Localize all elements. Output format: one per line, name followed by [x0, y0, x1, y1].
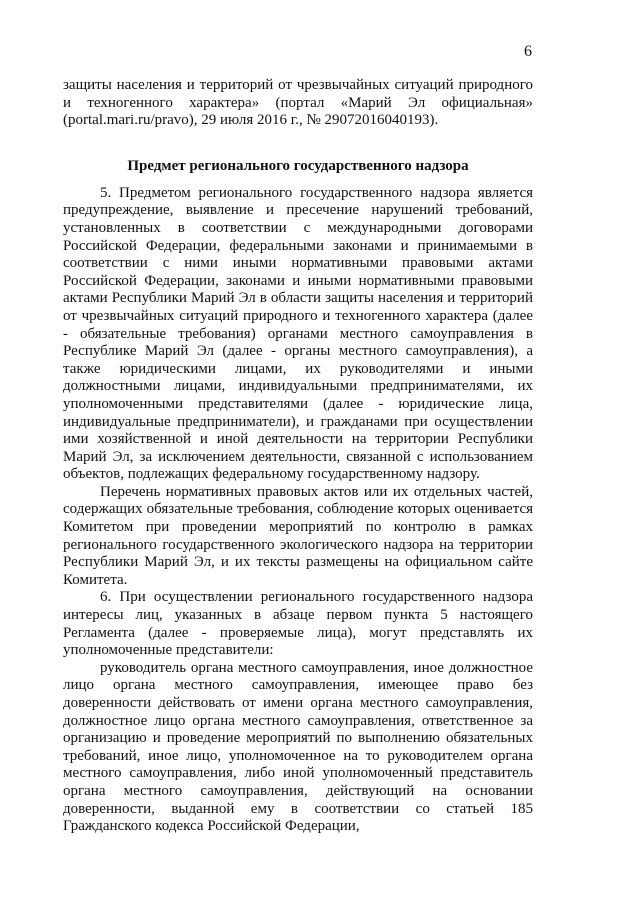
intro-paragraph: защиты населения и территорий от чрезвычайных ситуаций природного и техногенного характера» (портал «Марий Эл официальная» (portal.mari.ru/pravo), 29 июля 2016 г., № 29072016040193). [63, 77, 533, 129]
paragraph-5: 5. Предметом регионального государственного надзора является предупреждение, выявление и пресечение нарушений требований, установленных в соответствии с международными договорами Российской Федерации, федеральными законами и принимаемыми в соответствии с ними иными нормативными правовыми актами Российской Федерации, законами и иными нормативными правовыми актами Республики Марий Эл в области защиты населения и территорий от чрезвычайных ситуаций природного и техногенного характера (далее - обязательные требования) органами местного самоуправления в Республике Марий Эл (далее - органы местного самоуправления), а также юридическими лицами, их руководителями и иными должностными лицами, индивидуальными предпринимателями, их уполномоченными представителями (далее - юридические лица, индивидуальные предприниматели), и гражданами при осуществлении ими хозяйственной и иной деятельности на территории Республики Марий Эл, за исключением деятельности, связанной с использованием объектов, подлежащих федеральному государственному надзору. [63, 184, 533, 483]
section-heading: Предмет регионального государственного надзора [127, 157, 469, 174]
page-number: 6 [524, 43, 532, 60]
paragraph-6: 6. При осуществлении регионального государственного надзора интересы лиц, указанных в абзаце первом пункта 5 настоящего Регламента (далее - проверяемые лица), могут представлять их уполномоченные представители: [63, 589, 533, 659]
paragraph-representatives: руководитель органа местного самоуправления, иное должностное лицо органа местного самоуправления, имеющее право без доверенности действовать от имени органа местного самоуправления, должностное лицо органа местного самоуправления, ответственное за организацию и проведение мероприятий по выполнению обязательных требований, иное лицо, уполномоченное на то руководителем органа местного самоуправления, либо иной уполномоченный представитель органа местного самоуправления, действующий на основании доверенности, выданной ему в соответствии со статьей 185 Гражданского кодекса Российской Федерации, [63, 659, 533, 835]
document-body [63, 77, 533, 836]
paragraph-list-of-acts: Перечень нормативных правовых актов или их отдельных частей, содержащих обязательные требования, соблюдение которых оценивается Комитетом при проведении мероприятий по контролю в рамках регионального государственного экологического надзора на территории Республики Марий Эл, и их тексты размещены на официальном сайте Комитета. [63, 483, 533, 588]
